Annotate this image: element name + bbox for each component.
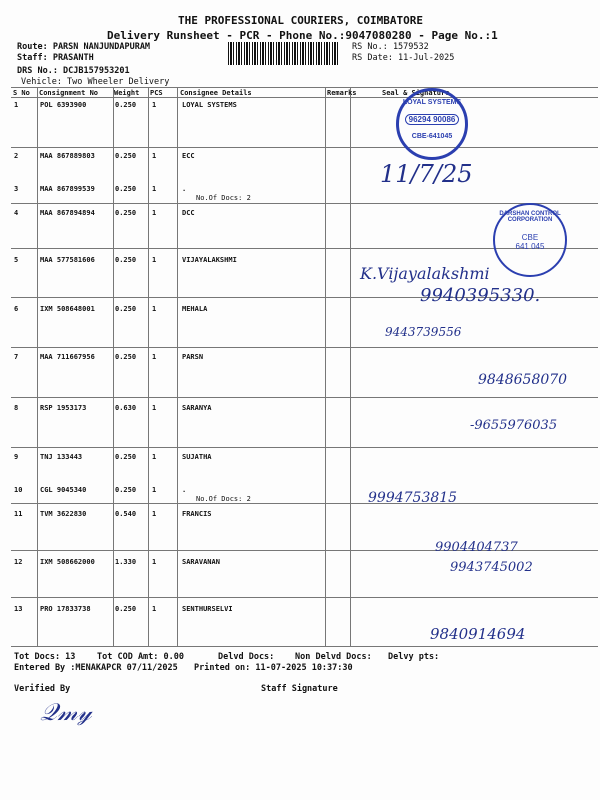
handwritten-phone: 9443739556: [385, 325, 462, 339]
row-consignment-no: IXM 508662000: [40, 558, 95, 566]
row-consignment-no: POL 6393900: [40, 101, 87, 109]
column-header: Consignee Details: [180, 89, 252, 97]
row-consignment-no: MAA 711667956: [40, 353, 95, 361]
row-weight: 1.330: [115, 558, 137, 566]
total-docs: Tot Docs: 13: [14, 652, 76, 662]
row-consignee: VIJAYALAKSHMI: [182, 256, 237, 264]
row-weight: 0.250: [115, 353, 137, 361]
row-pcs: 1: [152, 404, 157, 412]
column-divider: [325, 87, 326, 646]
row-sno: 6: [14, 305, 19, 313]
row-consignee: ECC: [182, 152, 195, 160]
delivery-points: Delvy pts:: [388, 652, 440, 662]
stamp-text: LOYAL SYSTEMS: [402, 99, 462, 106]
column-divider: [148, 87, 149, 646]
handwritten-phone: 9943745002: [450, 560, 533, 575]
barcode: [228, 42, 340, 65]
column-header: PCS: [150, 89, 163, 97]
row-pcs: 1: [152, 185, 157, 193]
row-weight: 0.250: [115, 486, 137, 494]
row-consignee: PARSN: [182, 353, 204, 361]
row-divider: [11, 347, 598, 348]
row-consignment-no: MAA 867899539: [40, 185, 95, 193]
row-divider: [11, 203, 598, 204]
row-consignment-no: MAA 577581606: [40, 256, 95, 264]
row-divider: [11, 503, 598, 504]
row-consignment-no: CGL 9045340: [40, 486, 87, 494]
row-pcs: 1: [152, 510, 157, 518]
column-divider: [177, 87, 178, 646]
row-consignee: MEHALA: [182, 305, 208, 313]
row-sno: 7: [14, 353, 19, 361]
row-weight: 0.250: [115, 605, 137, 613]
route: Route: PARSN NANJUNDAPURAM: [17, 42, 151, 52]
row-pcs: 1: [152, 305, 157, 313]
handwritten-phone: 9848658070: [478, 372, 568, 388]
stamp-text: DARSHAN CONTROL CORPORATION: [499, 211, 561, 223]
row-weight: 0.250: [115, 305, 137, 313]
row-sno: 8: [14, 404, 19, 412]
handwritten-phone: -9655976035: [470, 418, 558, 433]
row-consignee: .: [182, 185, 187, 193]
row-pcs: 1: [152, 605, 157, 613]
column-header: Seal & Signature: [382, 89, 450, 97]
column-divider: [350, 87, 351, 646]
row-pcs: 1: [152, 486, 157, 494]
row-consignee: DCC: [182, 209, 195, 217]
total-cod: Tot COD Amt: 0.00: [97, 652, 184, 662]
handwritten-phone: 9840914694: [430, 625, 526, 643]
rs-date: RS Date: 11-Jul-2025: [352, 53, 455, 63]
row-consignee: LOYAL SYSTEMS: [182, 101, 237, 109]
row-doc-count: No.Of Docs: 2: [196, 194, 251, 202]
row-sno: 1: [14, 101, 19, 109]
row-consignee: FRANCIS: [182, 510, 212, 518]
runsheet-subtitle: Delivery Runsheet - PCR - Phone No.:9047080280 - Page No.:1: [107, 29, 498, 42]
verifier-signature: 𝒬𝓂𝓎: [40, 698, 92, 726]
column-divider: [113, 87, 114, 646]
row-weight: 0.250: [115, 152, 137, 160]
stamp-city: CBE: [521, 233, 539, 242]
handwritten-phone: 9994753815: [368, 490, 458, 506]
vehicle: Vehicle: Two Wheeler Delivery: [21, 77, 170, 87]
row-sno: 9: [14, 453, 19, 461]
verified-by-label: Verified By: [14, 684, 71, 694]
handwritten-phone: 9904404737: [435, 540, 518, 555]
row-consignment-no: IXM 508648001: [40, 305, 95, 313]
row-doc-count: No.Of Docs: 2: [196, 495, 251, 503]
row-divider: [11, 597, 598, 598]
company-title: THE PROFESSIONAL COURIERS, COIMBATORE: [178, 14, 424, 27]
row-consignee: SUJATHA: [182, 453, 212, 461]
handwritten-name: K.Vijayalakshmi: [360, 264, 490, 283]
row-sno: 10: [14, 486, 23, 494]
staff: Staff: PRASANTH: [17, 53, 94, 63]
row-consignee: SARANYA: [182, 404, 212, 412]
row-pcs: 1: [152, 453, 157, 461]
row-pcs: 1: [152, 209, 157, 217]
darshan-stamp: [493, 203, 567, 277]
loyal-systems-stamp: [396, 88, 468, 160]
row-pcs: 1: [152, 152, 157, 160]
row-divider: [11, 97, 598, 98]
row-pcs: 1: [152, 353, 157, 361]
row-consignee: SENTHURSELVI: [182, 605, 233, 613]
row-sno: 5: [14, 256, 19, 264]
handwritten-date: 11/7/25: [380, 160, 473, 188]
row-consignee: SARAVANAN: [182, 558, 220, 566]
delivered-docs: Delvd Docs:: [218, 652, 275, 662]
row-sno: 4: [14, 209, 19, 217]
row-weight: 0.630: [115, 404, 137, 412]
row-weight: 0.250: [115, 185, 137, 193]
row-pcs: 1: [152, 558, 157, 566]
column-header: Consignment No: [39, 89, 99, 97]
handwritten-phone: 9940395330.: [420, 285, 541, 306]
row-consignment-no: RSP 1953173: [40, 404, 87, 412]
row-consignment-no: MAA 867894894: [40, 209, 95, 217]
row-pcs: 1: [152, 101, 157, 109]
row-weight: 0.250: [115, 256, 137, 264]
row-pcs: 1: [152, 256, 157, 264]
row-consignee: .: [182, 486, 187, 494]
row-divider: [11, 646, 598, 647]
row-sno: 3: [14, 185, 19, 193]
row-consignment-no: MAA 867889803: [40, 152, 95, 160]
stamp-pin: CBE-641045: [411, 133, 453, 140]
row-sno: 12: [14, 558, 23, 566]
stamp-pin: 641 045: [515, 242, 545, 251]
row-weight: 0.250: [115, 453, 137, 461]
column-header: Weight: [114, 89, 140, 97]
non-delivered-docs: Non Delvd Docs:: [295, 652, 372, 662]
column-divider: [37, 87, 38, 646]
row-weight: 0.540: [115, 510, 137, 518]
row-divider: [11, 87, 598, 88]
rs-number: RS No.: 1579532: [352, 42, 429, 52]
row-weight: 0.250: [115, 209, 137, 217]
row-divider: [11, 397, 598, 398]
stamp-phone: 96294 90086: [405, 114, 459, 125]
row-consignment-no: PRO 17833738: [40, 605, 91, 613]
staff-signature-label: Staff Signature: [261, 684, 338, 694]
row-weight: 0.250: [115, 101, 137, 109]
entered-by: Entered By :MENAKAPCR 07/11/2025: [14, 663, 178, 673]
row-sno: 2: [14, 152, 19, 160]
drs-number: DRS No.: DCJB157953201: [17, 66, 130, 76]
row-consignment-no: TVM 3622830: [40, 510, 87, 518]
printed-on: Printed on: 11-07-2025 10:37:30: [194, 663, 353, 673]
row-sno: 13: [14, 605, 23, 613]
row-consignment-no: TNJ 133443: [40, 453, 83, 461]
row-divider: [11, 447, 598, 448]
column-header: Remarks: [327, 89, 357, 97]
column-header: S No: [13, 89, 30, 97]
row-divider: [11, 147, 598, 148]
row-sno: 11: [14, 510, 23, 518]
